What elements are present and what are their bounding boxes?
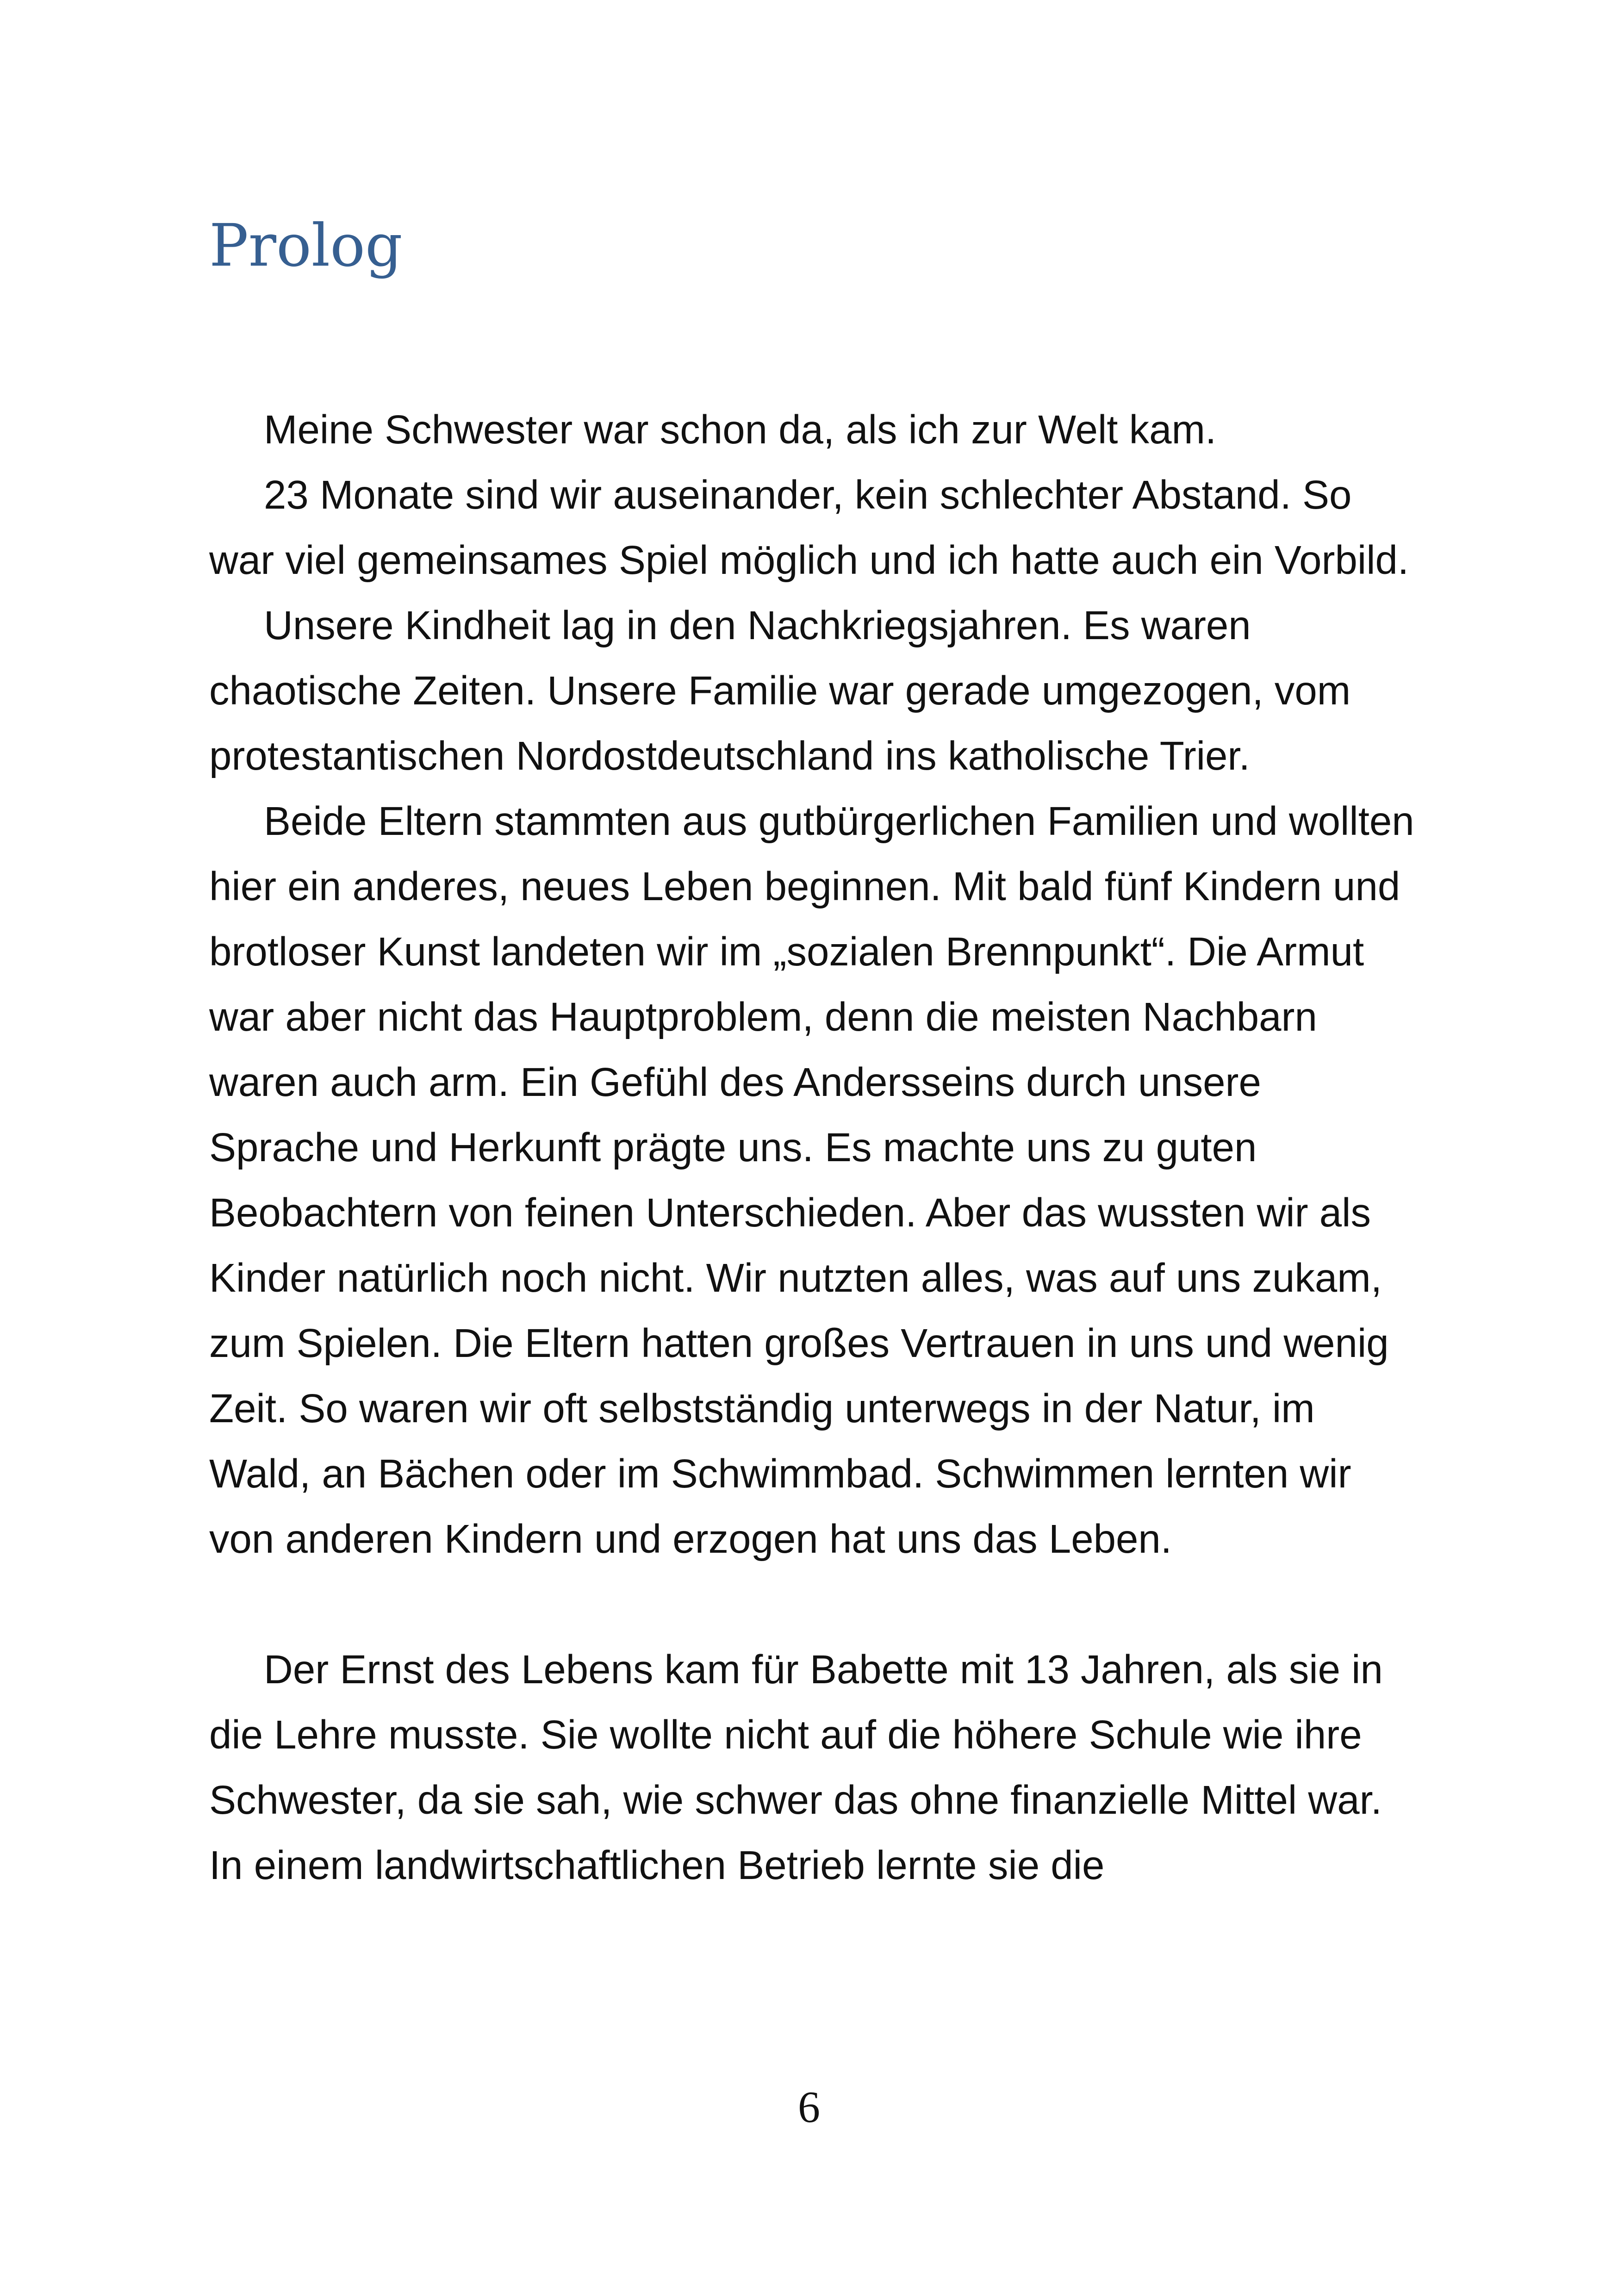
body-text <box>209 397 1422 1898</box>
paragraph-4: Beide Eltern stammten aus gutbürgerlichen Familien und wollten hier ein anderes, neues Leben beginnen. Mit bald fünf Kindern und brotloser Kunst landeten wir im „sozialen Brennpunkt“. Die Armut war aber nicht das Hauptproblem, denn die meisten Nachbarn waren auch arm. Ein Gefühl des Andersseins durch unsere Sprache und Herkunft prägte uns. Es machte uns zu guten Beobachtern von feinen Unterschieden. Aber das wussten wir als Kinder natürlich noch nicht. Wir nutzten alles, was auf uns zukam, zum Spielen. Die Eltern hatten großes Vertrauen in uns und wenig Zeit. So waren wir oft selbstständig unterwegs in der Natur, im Wald, an Bächen oder im Schwimmbad. Schwimmen lernten wir von anderen Kindern und erzogen hat uns das Leben. <box>209 799 1414 1562</box>
chapter-title: Prolog <box>209 212 403 280</box>
page-number: 6 <box>798 2082 820 2132</box>
section-gap <box>209 1572 1422 1637</box>
paragraph-5: Der Ernst des Lebens kam für Babette mit 13 Jahren, als sie in die Lehre musste. Sie wollte nicht auf die höhere Schule wie ihre Schwester, da sie sah, wie schwer das ohne finanzielle Mittel war. In einem landwirtschaftlichen Betrieb lernte sie die <box>209 1647 1383 1888</box>
paragraph-1: Meine Schwester war schon da, als ich zur Welt kam. <box>264 407 1217 452</box>
paragraph-3: Unsere Kindheit lag in den Nachkriegsjahren. Es waren chaotische Zeiten. Unsere Familie war gerade umgezogen, vom protestantischen Nordostdeutschland ins katholische Trier. <box>209 603 1351 778</box>
paragraph-2: 23 Monate sind wir auseinander, kein schlechter Abstand. So war viel gemeinsames Spiel möglich und ich hatte auch ein Vorbild. <box>209 473 1409 583</box>
